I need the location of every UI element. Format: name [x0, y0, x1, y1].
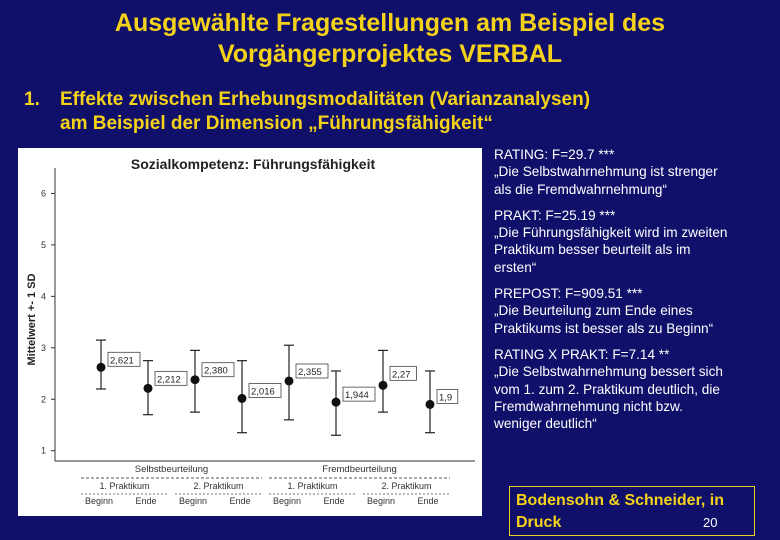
category-label: Beginn — [178, 496, 208, 506]
category-label: Ende — [229, 496, 251, 506]
finding-text: weniger deutlich“ — [494, 416, 597, 432]
data-point — [379, 381, 388, 390]
data-point — [332, 398, 341, 407]
finding-stat: PRAKT: F=25.19 *** — [494, 207, 616, 223]
y-tick-label: 3 — [40, 342, 46, 353]
finding-text: „Die Selbstwahrnehmung bessert sich — [494, 364, 723, 380]
value-label: 2,212 — [157, 374, 181, 386]
finding-text: „Die Selbstwahrnehmung ist strenger — [494, 164, 718, 180]
slide-title-line-2: Vorgängerprojektes VERBAL — [217, 40, 563, 68]
category-label: Beginn — [84, 496, 114, 506]
value-label: 1,944 — [345, 390, 369, 402]
point-number: 1. — [24, 89, 40, 110]
finding-stat: RATING X PRAKT: F=7.14 ** — [494, 346, 670, 362]
y-tick-label: 1 — [40, 445, 46, 456]
group-label: Selbstbeurteilung — [134, 464, 209, 475]
y-tick-label: 5 — [40, 239, 46, 250]
finding-text: vom 1. zum 2. Praktikum deutlich, die — [494, 381, 720, 397]
citation-box — [509, 486, 755, 536]
page-number: 20 — [703, 515, 718, 530]
value-label: 1,9 — [439, 392, 453, 404]
slide-title-line-1: Ausgewählte Fragestellungen am Beispiel des — [114, 9, 666, 37]
category-label: Ende — [417, 496, 439, 506]
finding-text: „Die Führungsfähigkeit wird im zweiten — [494, 225, 728, 241]
finding-stat: RATING: F=29.7 *** — [494, 147, 615, 162]
value-label: 2,27 — [392, 369, 411, 381]
slide-title — [0, 8, 780, 70]
subgroup-label: 2. Praktikum — [381, 481, 432, 491]
finding-stat: PREPOST: F=909.51 *** — [494, 286, 643, 302]
error-bar-chart — [18, 148, 482, 516]
category-label: Beginn — [366, 496, 396, 506]
data-point — [191, 375, 200, 384]
finding-rating — [494, 146, 778, 198]
point-text-line-2: am Beispiel der Dimension „Führungsfähigkeit“ — [60, 113, 493, 134]
data-point — [97, 363, 106, 372]
chart-title: Sozialkompetenz: Führungsfähigkeit — [130, 156, 376, 172]
finding-text: „Die Beurteilung zum Ende eines — [494, 303, 693, 319]
finding-text: Praktikum besser beurteilt als im — [494, 242, 691, 258]
findings-list — [494, 146, 778, 441]
finding-text: als die Fremdwahrnehmung“ — [494, 181, 668, 197]
point-text — [60, 88, 590, 136]
finding-text: ersten“ — [494, 259, 537, 275]
finding-prepost — [494, 285, 778, 337]
y-tick-label: 4 — [40, 291, 46, 302]
finding-interaction — [494, 346, 778, 432]
group-label: Fremdbeurteilung — [322, 464, 397, 475]
y-axis-label: Mittelwert +- 1 SD — [26, 273, 38, 366]
category-label: Ende — [323, 496, 345, 506]
value-label: 2,355 — [298, 366, 322, 378]
value-label: 2,621 — [110, 355, 134, 367]
subgroup-label: 1. Praktikum — [99, 481, 150, 491]
data-point — [144, 384, 153, 393]
y-tick-label: 2 — [40, 394, 46, 405]
subgroup-label: 2. Praktikum — [193, 481, 244, 491]
finding-text: Praktikums ist besser als zu Beginn“ — [494, 320, 714, 336]
value-label: 2,380 — [204, 365, 228, 377]
finding-prakt — [494, 207, 778, 276]
citation-line-2: Druck — [516, 514, 562, 531]
category-label: Beginn — [272, 496, 302, 506]
data-point — [285, 376, 294, 385]
point-text-line-1: Effekte zwischen Erhebungsmodalitäten (Varianzanalysen) — [60, 89, 591, 110]
subgroup-label: 1. Praktikum — [287, 481, 338, 491]
category-label: Ende — [135, 496, 157, 506]
finding-text: Fremdwahrnehmung nicht bzw. — [494, 398, 683, 414]
value-label: 2,016 — [251, 386, 275, 398]
data-point — [238, 394, 247, 403]
y-tick-label: 6 — [40, 188, 46, 199]
data-point — [426, 400, 435, 409]
citation-line-1: Bodensohn & Schneider, in — [516, 492, 725, 509]
chart-panel — [18, 148, 482, 516]
